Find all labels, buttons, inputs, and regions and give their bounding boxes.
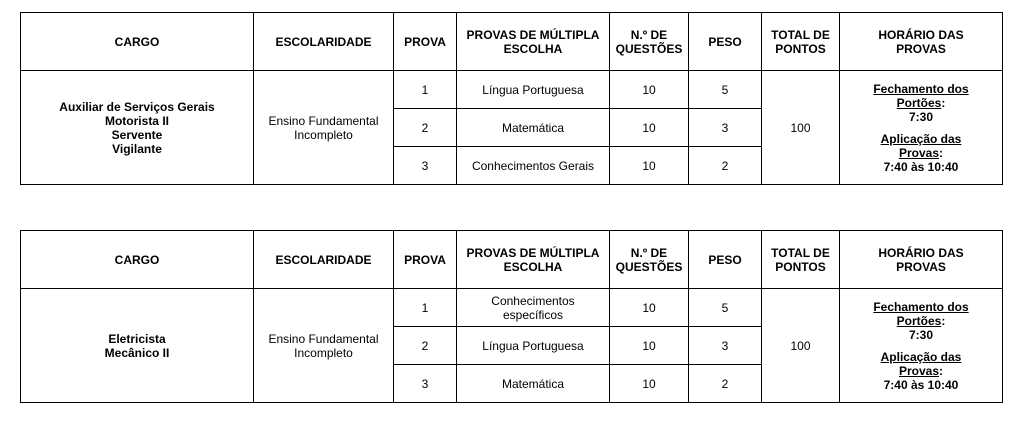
cargo-list bbox=[21, 289, 254, 403]
header-num-questoes: N.º DE QUESTÕES bbox=[610, 13, 689, 71]
prova-name: Conhecimentos específicos bbox=[457, 289, 610, 327]
exam-table-1 bbox=[20, 12, 1003, 185]
header-provas-multipla: PROVAS DE MÚLTIPLA ESCOLHA bbox=[457, 231, 610, 289]
prova-number: 3 bbox=[394, 147, 457, 185]
aplicacao-time: 7:40 às 10:40 bbox=[883, 377, 959, 392]
questoes-count: 10 bbox=[610, 147, 689, 185]
peso-value: 2 bbox=[689, 147, 762, 185]
prova-name: Língua Portuguesa bbox=[457, 327, 610, 365]
total-pontos-cell: 100 bbox=[762, 71, 840, 185]
cargo-list bbox=[21, 71, 254, 185]
horario-cell: Fechamento dos Portões: 7:30 Aplicação das Provas: 7:40 às 10:40 bbox=[840, 289, 1003, 403]
table-row bbox=[21, 71, 1003, 109]
cargo-item: Vigilante bbox=[112, 141, 162, 156]
fechamento-time: 7:30 bbox=[908, 109, 934, 124]
table-row bbox=[21, 289, 1003, 327]
fechamento-time: 7:30 bbox=[908, 327, 934, 342]
prova-number: 2 bbox=[394, 109, 457, 147]
prova-name: Matemática bbox=[457, 109, 610, 147]
header-horario: HORÁRIO DAS PROVAS bbox=[840, 13, 1003, 71]
header-total-pontos: TOTAL DE PONTOS bbox=[762, 231, 840, 289]
questoes-count: 10 bbox=[610, 289, 689, 327]
horario-cell: Fechamento dos Portões: 7:30 Aplicação das Provas: 7:40 às 10:40 bbox=[840, 71, 1003, 185]
prova-name: Língua Portuguesa bbox=[457, 71, 610, 109]
aplicacao-time: 7:40 às 10:40 bbox=[883, 159, 959, 174]
header-prova: PROVA bbox=[394, 13, 457, 71]
header-provas-multipla: PROVAS DE MÚLTIPLA ESCOLHA bbox=[457, 13, 610, 71]
aplicacao-label: Aplicação das bbox=[880, 131, 962, 146]
questoes-count: 10 bbox=[610, 365, 689, 403]
escolaridade-cell: Ensino Fundamental Incompleto bbox=[254, 289, 394, 403]
questoes-count: 10 bbox=[610, 327, 689, 365]
cargo-item: Eletricista bbox=[108, 331, 166, 346]
header-total-pontos: TOTAL DE PONTOS bbox=[762, 13, 840, 71]
header-cargo: CARGO bbox=[21, 13, 254, 71]
fechamento-label: Fechamento dos bbox=[873, 299, 969, 314]
aplicacao-label: Aplicação das bbox=[880, 349, 962, 364]
prova-number: 1 bbox=[394, 289, 457, 327]
questoes-count: 10 bbox=[610, 109, 689, 147]
header-num-questoes: N.º DE QUESTÕES bbox=[610, 231, 689, 289]
header-row bbox=[21, 13, 1003, 71]
fechamento-label: Fechamento dos bbox=[873, 81, 969, 96]
header-row bbox=[21, 231, 1003, 289]
prova-number: 2 bbox=[394, 327, 457, 365]
header-cargo: CARGO bbox=[21, 231, 254, 289]
cargo-item: Mecânico II bbox=[104, 345, 170, 360]
prova-number: 3 bbox=[394, 365, 457, 403]
peso-value: 5 bbox=[689, 289, 762, 327]
prova-name: Matemática bbox=[457, 365, 610, 403]
cargo-item: Motorista II bbox=[104, 113, 169, 128]
peso-value: 2 bbox=[689, 365, 762, 403]
escolaridade-cell: Ensino Fundamental Incompleto bbox=[254, 71, 394, 185]
cargo-item: Servente bbox=[111, 127, 163, 142]
header-peso: PESO bbox=[689, 13, 762, 71]
header-horario: HORÁRIO DAS PROVAS bbox=[840, 231, 1003, 289]
prova-number: 1 bbox=[394, 71, 457, 109]
questoes-count: 10 bbox=[610, 71, 689, 109]
peso-value: 3 bbox=[689, 109, 762, 147]
prova-name: Conhecimentos Gerais bbox=[457, 147, 610, 185]
peso-value: 5 bbox=[689, 71, 762, 109]
header-escolaridade: ESCOLARIDADE bbox=[254, 231, 394, 289]
exam-table-2 bbox=[20, 230, 1003, 403]
header-escolaridade: ESCOLARIDADE bbox=[254, 13, 394, 71]
peso-value: 3 bbox=[689, 327, 762, 365]
header-prova: PROVA bbox=[394, 231, 457, 289]
header-peso: PESO bbox=[689, 231, 762, 289]
cargo-item: Auxiliar de Serviços Gerais bbox=[59, 99, 215, 114]
total-pontos-cell: 100 bbox=[762, 289, 840, 403]
